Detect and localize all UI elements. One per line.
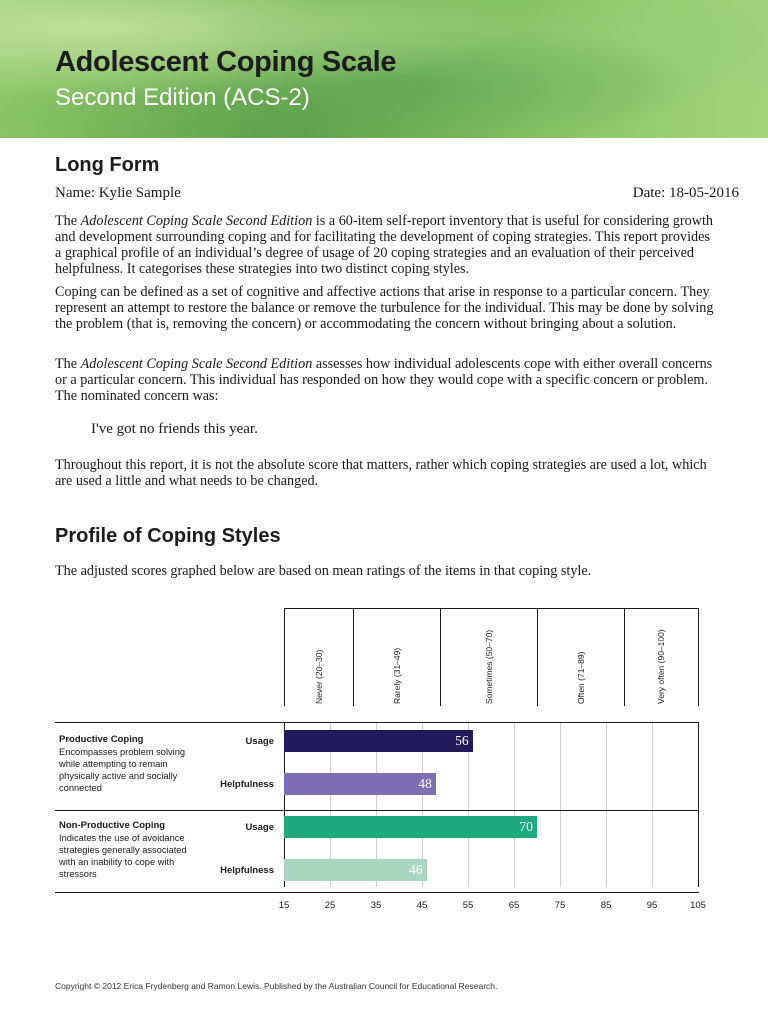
band-divider bbox=[440, 608, 441, 706]
chart-bottom-rule bbox=[55, 892, 699, 893]
coping-styles-chart bbox=[0, 600, 768, 920]
report-title: Adolescent Coping Scale bbox=[55, 46, 397, 78]
band-label: Sometimes (50–70) bbox=[483, 629, 494, 704]
x-tick-label: 85 bbox=[600, 900, 612, 911]
bar bbox=[284, 730, 473, 752]
definition-paragraph: Coping can be defined as a set of cognitive and affective actions that arise in response to a particular concern. They represent an attempt to restore the balance or remove the turbulence for the individual. This may be done by solving the problem (that is, removing the concern) or accommodating the concern without bringing about a solution. bbox=[55, 284, 714, 332]
right-axis bbox=[698, 722, 699, 887]
nominated-concern: I've got no friends this year. bbox=[91, 421, 258, 437]
bar bbox=[284, 816, 537, 838]
bar-row-label: Usage bbox=[245, 736, 274, 747]
chart-top-rule bbox=[55, 722, 699, 723]
group-divider bbox=[55, 810, 699, 811]
band-divider bbox=[624, 608, 625, 706]
x-tick-label: 95 bbox=[646, 900, 658, 911]
bar-value-label: 70 bbox=[519, 819, 533, 834]
x-tick-label: 15 bbox=[278, 900, 290, 911]
concern-intro-paragraph: The Adolescent Coping Scale Second Edition assesses how individual adolescents cope with either overall concerns or a particular concern. This individual has responded on how they would cope with a specific concern or problem. The nominated concern was: bbox=[55, 356, 713, 404]
report-date: Date: 18-05-2016 bbox=[632, 185, 739, 201]
bar bbox=[284, 773, 436, 795]
bar bbox=[284, 859, 427, 881]
x-tick-label: 25 bbox=[324, 900, 336, 911]
x-tick-label: 75 bbox=[554, 900, 566, 911]
x-tick-label: 65 bbox=[508, 900, 520, 911]
coping-style-title: Non-Productive Coping bbox=[59, 820, 166, 831]
closing-paragraph: Throughout this report, it is not the absolute score that matters, rather which coping strategies are used a lot, which are used a little and what needs to be changed. bbox=[55, 457, 707, 489]
band-label: Often (71–89) bbox=[575, 651, 586, 704]
coping-style-title: Productive Coping bbox=[59, 734, 144, 745]
bar-row-label: Helpfulness bbox=[220, 865, 274, 876]
gridline bbox=[606, 722, 607, 887]
x-tick-label: 45 bbox=[416, 900, 428, 911]
band-divider bbox=[284, 608, 285, 706]
band-label: Very often (90–100) bbox=[656, 629, 667, 704]
report-subtitle: Second Edition (ACS-2) bbox=[55, 84, 310, 111]
band-divider bbox=[698, 608, 699, 706]
header-banner bbox=[0, 0, 768, 138]
bar-row-label: Usage bbox=[245, 822, 274, 833]
profile-intro: The adjusted scores graphed below are based on mean ratings of the items in that coping style. bbox=[55, 563, 592, 579]
gridline bbox=[560, 722, 561, 887]
gridline bbox=[652, 722, 653, 887]
copyright-footer: Copyright © 2012 Erica Frydenberg and Ramon Lewis. Published by the Australian Council for Educational Research. bbox=[55, 981, 498, 991]
band-divider bbox=[537, 608, 538, 706]
coping-style-description: Indicates the use of avoidance strategies generally associated with an inability to cope with stressors bbox=[59, 833, 187, 879]
band-divider bbox=[353, 608, 354, 706]
intro-paragraph: The Adolescent Coping Scale Second Edition is a 60-item self-report inventory that is useful for considering growth and development surrounding coping and for facilitating the development of coping strategies. This report provides a graphical profile of an individual’s degree of usage of 20 coping strategies and an evaluation of their perceived helpfulness. It categorises these strategies into two distinct coping styles. bbox=[55, 213, 713, 277]
bar-row-label: Helpfulness bbox=[220, 779, 274, 790]
x-tick-label: 105 bbox=[690, 900, 706, 911]
bar-value-label: 48 bbox=[418, 776, 432, 791]
form-title: Long Form bbox=[55, 154, 160, 176]
x-tick-label: 55 bbox=[462, 900, 474, 911]
bar-value-label: 56 bbox=[455, 733, 469, 748]
band-label: Never (20–30) bbox=[313, 649, 324, 704]
x-tick-label: 35 bbox=[370, 900, 382, 911]
band-top-line bbox=[284, 608, 699, 609]
client-name: Name: Kylie Sample bbox=[55, 185, 181, 201]
bar-value-label: 46 bbox=[409, 862, 423, 877]
gridline bbox=[514, 722, 515, 887]
band-label: Rarely (31–49) bbox=[391, 647, 402, 704]
profile-heading: Profile of Coping Styles bbox=[55, 525, 281, 547]
coping-style-description: Encompasses problem solving while attempting to remain physically active and socially connected bbox=[59, 747, 186, 793]
